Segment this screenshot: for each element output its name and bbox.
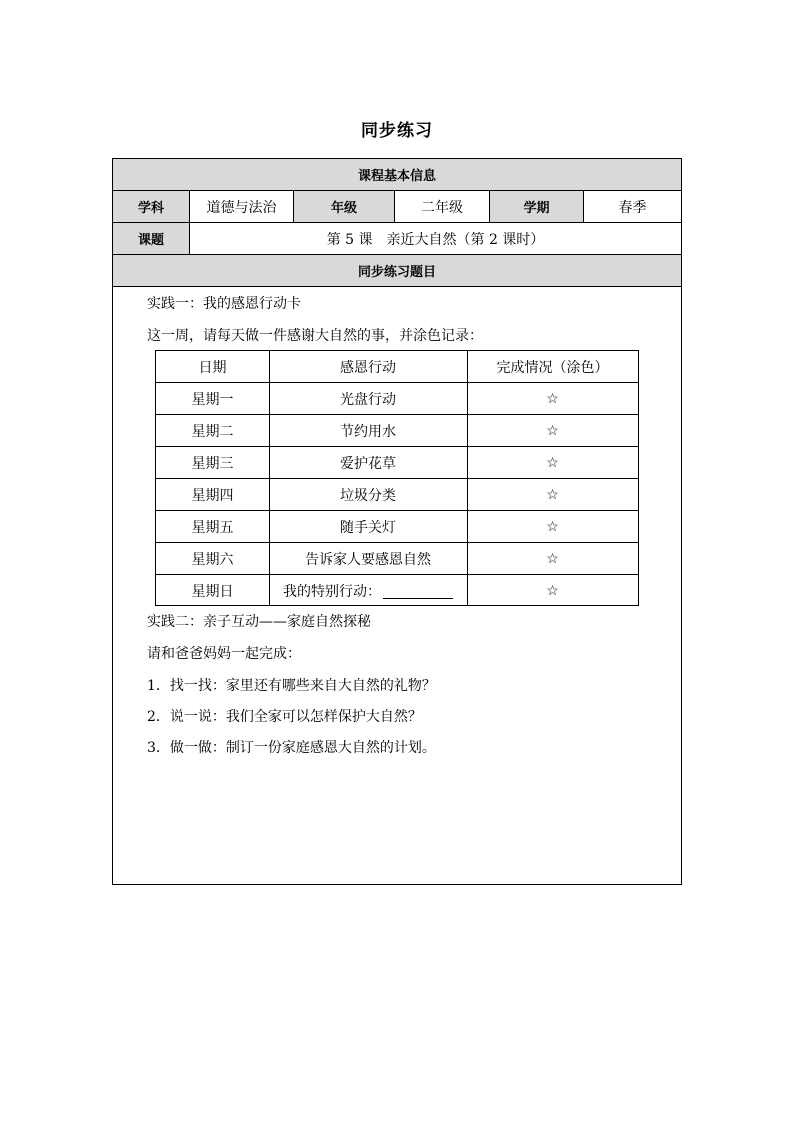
grade-value: 二年级	[394, 191, 489, 222]
basic-info-heading: 课程基本信息	[357, 169, 436, 184]
practice2-item: 2．说一说：我们全家可以怎样保护大自然？	[147, 709, 422, 725]
practice2-item: 3．做一做：制订一份家庭感恩大自然的计划。	[147, 740, 436, 756]
day-cell: 星期日	[191, 584, 234, 600]
date-column-header: 日期	[198, 360, 227, 376]
status-column-header: 完成情况（涂色）	[496, 360, 609, 376]
star-icon[interactable]: ☆	[546, 423, 559, 439]
special-action-blank[interactable]	[383, 584, 453, 599]
day-cell: 星期四	[191, 488, 234, 504]
table-row	[156, 543, 638, 575]
topic-row	[113, 223, 681, 255]
special-action-label: 我的特别行动：	[283, 584, 381, 600]
action-cell: 垃圾分类	[340, 488, 396, 504]
term-label: 学期	[489, 191, 583, 222]
practice1-instruction: 这一周，请每天做一件感谢大自然的事，并涂色记录：	[147, 328, 483, 344]
table-row	[156, 511, 638, 543]
day-cell: 星期六	[191, 552, 234, 568]
action-column-header: 感恩行动	[340, 360, 396, 376]
action-cell: 节约用水	[340, 424, 396, 440]
practice2-instruction: 请和爸爸妈妈一起完成：	[147, 646, 301, 662]
star-icon[interactable]: ☆	[546, 551, 559, 567]
subject-value: 道德与法治	[189, 191, 293, 222]
practice2-title: 实践二：亲子互动——家庭自然探秘	[147, 614, 371, 630]
table-row	[156, 447, 638, 479]
action-cell: 光盘行动	[340, 392, 396, 408]
day-cell: 星期一	[191, 392, 234, 408]
day-cell: 星期三	[191, 456, 234, 472]
table-row	[156, 479, 638, 511]
table-row	[156, 575, 638, 607]
day-cell: 星期五	[191, 520, 234, 536]
star-icon[interactable]: ☆	[546, 391, 559, 407]
star-icon[interactable]: ☆	[546, 487, 559, 503]
star-icon[interactable]: ☆	[546, 583, 559, 599]
action-cell: 爱护花草	[340, 456, 396, 472]
day-cell: 星期二	[191, 424, 234, 440]
basic-info-header-row	[113, 159, 681, 191]
term-value: 春季	[583, 191, 681, 222]
action-card-header-row	[156, 351, 638, 383]
action-card-table	[155, 350, 639, 606]
table-row	[156, 383, 638, 415]
star-icon[interactable]: ☆	[546, 455, 559, 471]
special-action-cell	[269, 575, 467, 607]
page-title: 同步练习	[361, 121, 433, 141]
grade-label: 年级	[293, 191, 394, 222]
worksheet-table	[112, 158, 682, 885]
action-cell: 随手关灯	[340, 520, 396, 536]
topic-label: 课题	[113, 223, 189, 254]
action-cell: 告诉家人要感恩自然	[305, 552, 431, 568]
topic-value: 第 5 课 亲近大自然（第 2 课时）	[189, 223, 681, 254]
table-row	[156, 415, 638, 447]
exercises-heading: 同步练习题目	[357, 265, 436, 280]
star-icon[interactable]: ☆	[546, 519, 559, 535]
course-info-row	[113, 191, 681, 223]
exercises-header-row	[113, 255, 681, 287]
practice2-item: 1．找一找：家里还有哪些来自大自然的礼物？	[147, 678, 436, 694]
practice1-title: 实践一：我的感恩行动卡	[147, 296, 301, 312]
subject-label: 学科	[113, 191, 189, 222]
